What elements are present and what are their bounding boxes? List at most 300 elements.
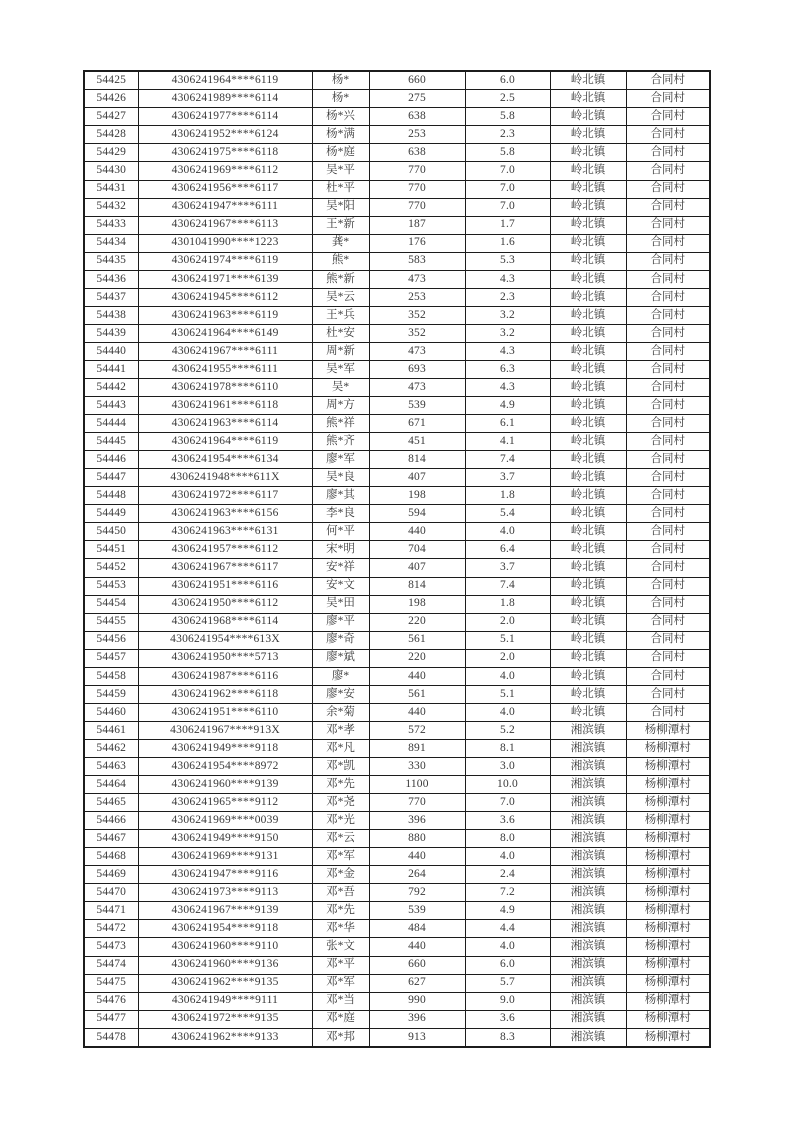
table-row xyxy=(84,71,710,90)
cell-serial: 54425 xyxy=(84,71,138,90)
cell-town: 湘滨镇 xyxy=(550,830,626,848)
cell-town: 湘滨镇 xyxy=(550,992,626,1010)
cell-value-2: 4.9 xyxy=(465,397,550,415)
cell-value-2: 7.2 xyxy=(465,884,550,902)
cell-value-1: 220 xyxy=(369,649,465,667)
cell-name: 邓*云 xyxy=(312,830,369,848)
cell-id-number: 4306241951****6116 xyxy=(138,577,312,595)
cell-village: 合同村 xyxy=(626,126,710,144)
cell-value-1: 440 xyxy=(369,938,465,956)
cell-id-number: 4306241965****9112 xyxy=(138,794,312,812)
cell-town: 岭北镇 xyxy=(550,433,626,451)
table-row xyxy=(84,144,710,162)
table-row xyxy=(84,234,710,252)
cell-value-2: 6.4 xyxy=(465,541,550,559)
table-row xyxy=(84,1028,710,1047)
cell-name: 王*兵 xyxy=(312,306,369,324)
cell-name: 廖*安 xyxy=(312,685,369,703)
cell-value-2: 3.6 xyxy=(465,1010,550,1028)
cell-value-2: 2.3 xyxy=(465,288,550,306)
cell-value-1: 198 xyxy=(369,487,465,505)
cell-value-1: 770 xyxy=(369,162,465,180)
cell-value-1: 638 xyxy=(369,108,465,126)
table-row xyxy=(84,90,710,108)
cell-town: 岭北镇 xyxy=(550,505,626,523)
cell-serial: 54452 xyxy=(84,559,138,577)
cell-value-2: 4.0 xyxy=(465,938,550,956)
cell-id-number: 4306241949****9118 xyxy=(138,739,312,757)
table-row xyxy=(84,613,710,631)
cell-value-2: 2.5 xyxy=(465,90,550,108)
table-row xyxy=(84,198,710,216)
table-row xyxy=(84,180,710,198)
cell-id-number: 4306241955****6111 xyxy=(138,360,312,378)
cell-village: 合同村 xyxy=(626,613,710,631)
cell-town: 岭北镇 xyxy=(550,577,626,595)
cell-id-number: 4306241974****6119 xyxy=(138,252,312,270)
table-row xyxy=(84,469,710,487)
cell-value-2: 3.6 xyxy=(465,812,550,830)
cell-name: 周*方 xyxy=(312,397,369,415)
cell-serial: 54427 xyxy=(84,108,138,126)
cell-value-2: 4.0 xyxy=(465,667,550,685)
cell-name: 杨*庭 xyxy=(312,144,369,162)
table-row xyxy=(84,559,710,577)
table-row xyxy=(84,433,710,451)
cell-id-number: 4306241949****9150 xyxy=(138,830,312,848)
cell-village: 杨柳潭村 xyxy=(626,739,710,757)
cell-serial: 54477 xyxy=(84,1010,138,1028)
cell-name: 邓*军 xyxy=(312,848,369,866)
cell-name: 邓*庭 xyxy=(312,1010,369,1028)
cell-serial: 54443 xyxy=(84,397,138,415)
cell-id-number: 4306241960****9139 xyxy=(138,776,312,794)
cell-value-1: 561 xyxy=(369,631,465,649)
cell-village: 杨柳潭村 xyxy=(626,884,710,902)
table-row xyxy=(84,794,710,812)
cell-id-number: 4306241963****6156 xyxy=(138,505,312,523)
table-row xyxy=(84,595,710,613)
cell-village: 合同村 xyxy=(626,90,710,108)
cell-town: 岭北镇 xyxy=(550,144,626,162)
cell-village: 杨柳潭村 xyxy=(626,848,710,866)
cell-town: 岭北镇 xyxy=(550,252,626,270)
cell-value-1: 440 xyxy=(369,667,465,685)
cell-town: 湘滨镇 xyxy=(550,884,626,902)
cell-value-1: 440 xyxy=(369,703,465,721)
cell-town: 岭北镇 xyxy=(550,631,626,649)
cell-name: 李*良 xyxy=(312,505,369,523)
cell-value-2: 5.1 xyxy=(465,685,550,703)
cell-town: 岭北镇 xyxy=(550,559,626,577)
cell-name: 邓*华 xyxy=(312,920,369,938)
cell-village: 合同村 xyxy=(626,252,710,270)
cell-value-2: 5.8 xyxy=(465,108,550,126)
cell-name: 邓*吾 xyxy=(312,884,369,902)
cell-town: 岭北镇 xyxy=(550,541,626,559)
cell-name: 安*祥 xyxy=(312,559,369,577)
table-row xyxy=(84,523,710,541)
cell-name: 杜*安 xyxy=(312,324,369,342)
cell-id-number: 4306241947****9116 xyxy=(138,866,312,884)
cell-value-1: 440 xyxy=(369,848,465,866)
cell-value-2: 7.0 xyxy=(465,198,550,216)
cell-name: 安*文 xyxy=(312,577,369,595)
cell-value-2: 1.8 xyxy=(465,595,550,613)
table-row xyxy=(84,938,710,956)
table-row xyxy=(84,288,710,306)
cell-village: 杨柳潭村 xyxy=(626,920,710,938)
table-row xyxy=(84,577,710,595)
cell-value-1: 352 xyxy=(369,306,465,324)
cell-village: 合同村 xyxy=(626,270,710,288)
cell-name: 廖*平 xyxy=(312,613,369,631)
cell-town: 岭北镇 xyxy=(550,360,626,378)
cell-id-number: 4306241975****6118 xyxy=(138,144,312,162)
cell-name: 吴*云 xyxy=(312,288,369,306)
cell-id-number: 4306241973****9113 xyxy=(138,884,312,902)
cell-serial: 54457 xyxy=(84,649,138,667)
table-row xyxy=(84,667,710,685)
cell-serial: 54426 xyxy=(84,90,138,108)
table-row xyxy=(84,884,710,902)
table-row xyxy=(84,415,710,433)
cell-name: 廖*奇 xyxy=(312,631,369,649)
cell-village: 杨柳潭村 xyxy=(626,794,710,812)
cell-serial: 54441 xyxy=(84,360,138,378)
table-row xyxy=(84,379,710,397)
cell-value-2: 4.3 xyxy=(465,342,550,360)
cell-town: 湘滨镇 xyxy=(550,812,626,830)
cell-town: 岭北镇 xyxy=(550,523,626,541)
cell-town: 湘滨镇 xyxy=(550,776,626,794)
cell-id-number: 4306241963****6119 xyxy=(138,306,312,324)
cell-serial: 54451 xyxy=(84,541,138,559)
cell-town: 湘滨镇 xyxy=(550,1028,626,1047)
cell-name: 邓*邦 xyxy=(312,1028,369,1047)
cell-id-number: 4306241967****6111 xyxy=(138,342,312,360)
cell-id-number: 4306241945****6112 xyxy=(138,288,312,306)
cell-serial: 54433 xyxy=(84,216,138,234)
cell-name: 龚* xyxy=(312,234,369,252)
cell-value-1: 396 xyxy=(369,1010,465,1028)
cell-town: 湘滨镇 xyxy=(550,1010,626,1028)
cell-serial: 54448 xyxy=(84,487,138,505)
cell-town: 岭北镇 xyxy=(550,685,626,703)
cell-village: 合同村 xyxy=(626,216,710,234)
cell-village: 合同村 xyxy=(626,433,710,451)
cell-value-2: 1.7 xyxy=(465,216,550,234)
cell-id-number: 4306241987****6116 xyxy=(138,667,312,685)
cell-town: 湘滨镇 xyxy=(550,956,626,974)
cell-village: 合同村 xyxy=(626,324,710,342)
cell-value-1: 770 xyxy=(369,198,465,216)
cell-name: 邓*金 xyxy=(312,866,369,884)
cell-value-1: 704 xyxy=(369,541,465,559)
cell-name: 张*文 xyxy=(312,938,369,956)
records-table-body xyxy=(84,71,710,1047)
cell-serial: 54475 xyxy=(84,974,138,992)
cell-village: 合同村 xyxy=(626,649,710,667)
cell-name: 杨*满 xyxy=(312,126,369,144)
cell-value-1: 484 xyxy=(369,920,465,938)
cell-serial: 54438 xyxy=(84,306,138,324)
cell-value-1: 407 xyxy=(369,469,465,487)
cell-name: 杨* xyxy=(312,71,369,90)
cell-village: 合同村 xyxy=(626,397,710,415)
cell-village: 合同村 xyxy=(626,703,710,721)
cell-id-number: 4306241950****6112 xyxy=(138,595,312,613)
cell-town: 湘滨镇 xyxy=(550,721,626,739)
cell-value-2: 6.1 xyxy=(465,415,550,433)
cell-value-1: 275 xyxy=(369,90,465,108)
cell-serial: 54440 xyxy=(84,342,138,360)
table-row xyxy=(84,830,710,848)
cell-village: 合同村 xyxy=(626,595,710,613)
cell-town: 湘滨镇 xyxy=(550,794,626,812)
cell-value-2: 7.4 xyxy=(465,577,550,595)
cell-value-2: 2.4 xyxy=(465,866,550,884)
cell-serial: 54450 xyxy=(84,523,138,541)
table-row xyxy=(84,812,710,830)
table-row xyxy=(84,397,710,415)
cell-town: 岭北镇 xyxy=(550,487,626,505)
cell-value-1: 253 xyxy=(369,126,465,144)
cell-village: 合同村 xyxy=(626,631,710,649)
table-row xyxy=(84,992,710,1010)
cell-town: 湘滨镇 xyxy=(550,848,626,866)
cell-name: 邓*光 xyxy=(312,812,369,830)
cell-id-number: 4306241954****6134 xyxy=(138,451,312,469)
table-row xyxy=(84,270,710,288)
cell-village: 杨柳潭村 xyxy=(626,812,710,830)
cell-name: 邓*先 xyxy=(312,902,369,920)
cell-name: 宋*明 xyxy=(312,541,369,559)
cell-village: 合同村 xyxy=(626,71,710,90)
cell-name: 吴*军 xyxy=(312,360,369,378)
table-row xyxy=(84,360,710,378)
cell-serial: 54462 xyxy=(84,739,138,757)
cell-value-2: 5.1 xyxy=(465,631,550,649)
cell-value-1: 539 xyxy=(369,902,465,920)
cell-id-number: 4306241972****6117 xyxy=(138,487,312,505)
cell-id-number: 4306241963****6131 xyxy=(138,523,312,541)
cell-value-2: 3.7 xyxy=(465,559,550,577)
cell-value-1: 451 xyxy=(369,433,465,451)
cell-id-number: 4306241962****9135 xyxy=(138,974,312,992)
cell-village: 杨柳潭村 xyxy=(626,776,710,794)
table-row xyxy=(84,162,710,180)
cell-village: 合同村 xyxy=(626,108,710,126)
table-row xyxy=(84,866,710,884)
table-row xyxy=(84,252,710,270)
cell-value-1: 396 xyxy=(369,812,465,830)
cell-id-number: 4306241948****611X xyxy=(138,469,312,487)
cell-serial: 54478 xyxy=(84,1028,138,1047)
cell-town: 湘滨镇 xyxy=(550,902,626,920)
cell-serial: 54445 xyxy=(84,433,138,451)
cell-village: 合同村 xyxy=(626,541,710,559)
cell-town: 岭北镇 xyxy=(550,342,626,360)
cell-value-1: 891 xyxy=(369,739,465,757)
cell-value-1: 770 xyxy=(369,794,465,812)
cell-village: 杨柳潭村 xyxy=(626,758,710,776)
cell-name: 邓*凡 xyxy=(312,739,369,757)
cell-village: 合同村 xyxy=(626,487,710,505)
cell-village: 合同村 xyxy=(626,288,710,306)
cell-village: 杨柳潭村 xyxy=(626,1028,710,1047)
cell-id-number: 4306241949****9111 xyxy=(138,992,312,1010)
cell-town: 岭北镇 xyxy=(550,90,626,108)
cell-serial: 54471 xyxy=(84,902,138,920)
cell-town: 岭北镇 xyxy=(550,324,626,342)
cell-town: 岭北镇 xyxy=(550,379,626,397)
cell-town: 岭北镇 xyxy=(550,451,626,469)
cell-village: 合同村 xyxy=(626,451,710,469)
cell-town: 岭北镇 xyxy=(550,649,626,667)
cell-town: 湘滨镇 xyxy=(550,758,626,776)
cell-town: 岭北镇 xyxy=(550,613,626,631)
cell-value-2: 9.0 xyxy=(465,992,550,1010)
table-row xyxy=(84,126,710,144)
cell-value-1: 473 xyxy=(369,379,465,397)
cell-value-1: 473 xyxy=(369,270,465,288)
cell-village: 合同村 xyxy=(626,469,710,487)
cell-value-2: 4.9 xyxy=(465,902,550,920)
cell-value-1: 814 xyxy=(369,577,465,595)
table-row xyxy=(84,739,710,757)
cell-id-number: 4306241967****6117 xyxy=(138,559,312,577)
cell-name: 廖*其 xyxy=(312,487,369,505)
cell-town: 湘滨镇 xyxy=(550,920,626,938)
cell-serial: 54439 xyxy=(84,324,138,342)
cell-value-2: 5.8 xyxy=(465,144,550,162)
table-row xyxy=(84,505,710,523)
cell-village: 合同村 xyxy=(626,180,710,198)
cell-town: 岭北镇 xyxy=(550,469,626,487)
cell-serial: 54476 xyxy=(84,992,138,1010)
cell-value-2: 7.0 xyxy=(465,180,550,198)
cell-village: 合同村 xyxy=(626,505,710,523)
cell-serial: 54474 xyxy=(84,956,138,974)
cell-serial: 54428 xyxy=(84,126,138,144)
cell-town: 岭北镇 xyxy=(550,180,626,198)
table-row xyxy=(84,306,710,324)
table-row xyxy=(84,758,710,776)
table-row xyxy=(84,324,710,342)
cell-name: 杜*平 xyxy=(312,180,369,198)
cell-name: 邓*当 xyxy=(312,992,369,1010)
cell-value-1: 253 xyxy=(369,288,465,306)
cell-village: 合同村 xyxy=(626,306,710,324)
cell-serial: 54467 xyxy=(84,830,138,848)
cell-serial: 54469 xyxy=(84,866,138,884)
cell-town: 岭北镇 xyxy=(550,595,626,613)
cell-village: 合同村 xyxy=(626,577,710,595)
table-row xyxy=(84,685,710,703)
cell-value-2: 2.0 xyxy=(465,649,550,667)
table-row xyxy=(84,108,710,126)
cell-value-2: 5.3 xyxy=(465,252,550,270)
cell-name: 吴*良 xyxy=(312,469,369,487)
cell-value-1: 770 xyxy=(369,180,465,198)
cell-value-2: 7.0 xyxy=(465,794,550,812)
cell-village: 合同村 xyxy=(626,342,710,360)
cell-serial: 54432 xyxy=(84,198,138,216)
cell-name: 熊*祥 xyxy=(312,415,369,433)
cell-serial: 54456 xyxy=(84,631,138,649)
cell-village: 合同村 xyxy=(626,162,710,180)
cell-value-1: 660 xyxy=(369,956,465,974)
cell-id-number: 4306241969****6112 xyxy=(138,162,312,180)
cell-serial: 54465 xyxy=(84,794,138,812)
cell-village: 杨柳潭村 xyxy=(626,721,710,739)
cell-id-number: 4306241947****6111 xyxy=(138,198,312,216)
cell-serial: 54442 xyxy=(84,379,138,397)
cell-name: 杨* xyxy=(312,90,369,108)
cell-town: 岭北镇 xyxy=(550,667,626,685)
cell-value-1: 220 xyxy=(369,613,465,631)
cell-value-2: 4.3 xyxy=(465,379,550,397)
cell-serial: 54444 xyxy=(84,415,138,433)
table-row xyxy=(84,721,710,739)
cell-village: 合同村 xyxy=(626,198,710,216)
cell-id-number: 4306241964****6119 xyxy=(138,433,312,451)
cell-serial: 54460 xyxy=(84,703,138,721)
cell-name: 王*新 xyxy=(312,216,369,234)
cell-id-number: 4306241964****6119 xyxy=(138,71,312,90)
cell-value-1: 792 xyxy=(369,884,465,902)
table-row xyxy=(84,920,710,938)
cell-value-1: 330 xyxy=(369,758,465,776)
cell-id-number: 4306241961****6118 xyxy=(138,397,312,415)
cell-village: 杨柳潭村 xyxy=(626,938,710,956)
cell-town: 岭北镇 xyxy=(550,415,626,433)
cell-value-1: 561 xyxy=(369,685,465,703)
cell-serial: 54430 xyxy=(84,162,138,180)
cell-village: 合同村 xyxy=(626,559,710,577)
cell-serial: 54461 xyxy=(84,721,138,739)
cell-name: 余*菊 xyxy=(312,703,369,721)
cell-value-2: 7.4 xyxy=(465,451,550,469)
cell-id-number: 4306241962****6118 xyxy=(138,685,312,703)
cell-serial: 54435 xyxy=(84,252,138,270)
cell-value-2: 4.0 xyxy=(465,848,550,866)
cell-village: 杨柳潭村 xyxy=(626,974,710,992)
cell-serial: 54449 xyxy=(84,505,138,523)
cell-id-number: 4306241954****8972 xyxy=(138,758,312,776)
cell-value-2: 4.0 xyxy=(465,523,550,541)
cell-id-number: 4306241978****6110 xyxy=(138,379,312,397)
cell-value-1: 583 xyxy=(369,252,465,270)
cell-value-2: 2.0 xyxy=(465,613,550,631)
cell-serial: 54464 xyxy=(84,776,138,794)
cell-id-number: 4301041990****1223 xyxy=(138,234,312,252)
table-row xyxy=(84,541,710,559)
cell-village: 杨柳潭村 xyxy=(626,830,710,848)
cell-value-2: 6.0 xyxy=(465,71,550,90)
cell-value-2: 4.0 xyxy=(465,703,550,721)
cell-serial: 54446 xyxy=(84,451,138,469)
cell-value-1: 990 xyxy=(369,992,465,1010)
cell-value-1: 660 xyxy=(369,71,465,90)
cell-value-1: 198 xyxy=(369,595,465,613)
cell-town: 湘滨镇 xyxy=(550,866,626,884)
cell-id-number: 4306241956****6117 xyxy=(138,180,312,198)
cell-id-number: 4306241971****6139 xyxy=(138,270,312,288)
cell-town: 岭北镇 xyxy=(550,71,626,90)
table-row xyxy=(84,451,710,469)
